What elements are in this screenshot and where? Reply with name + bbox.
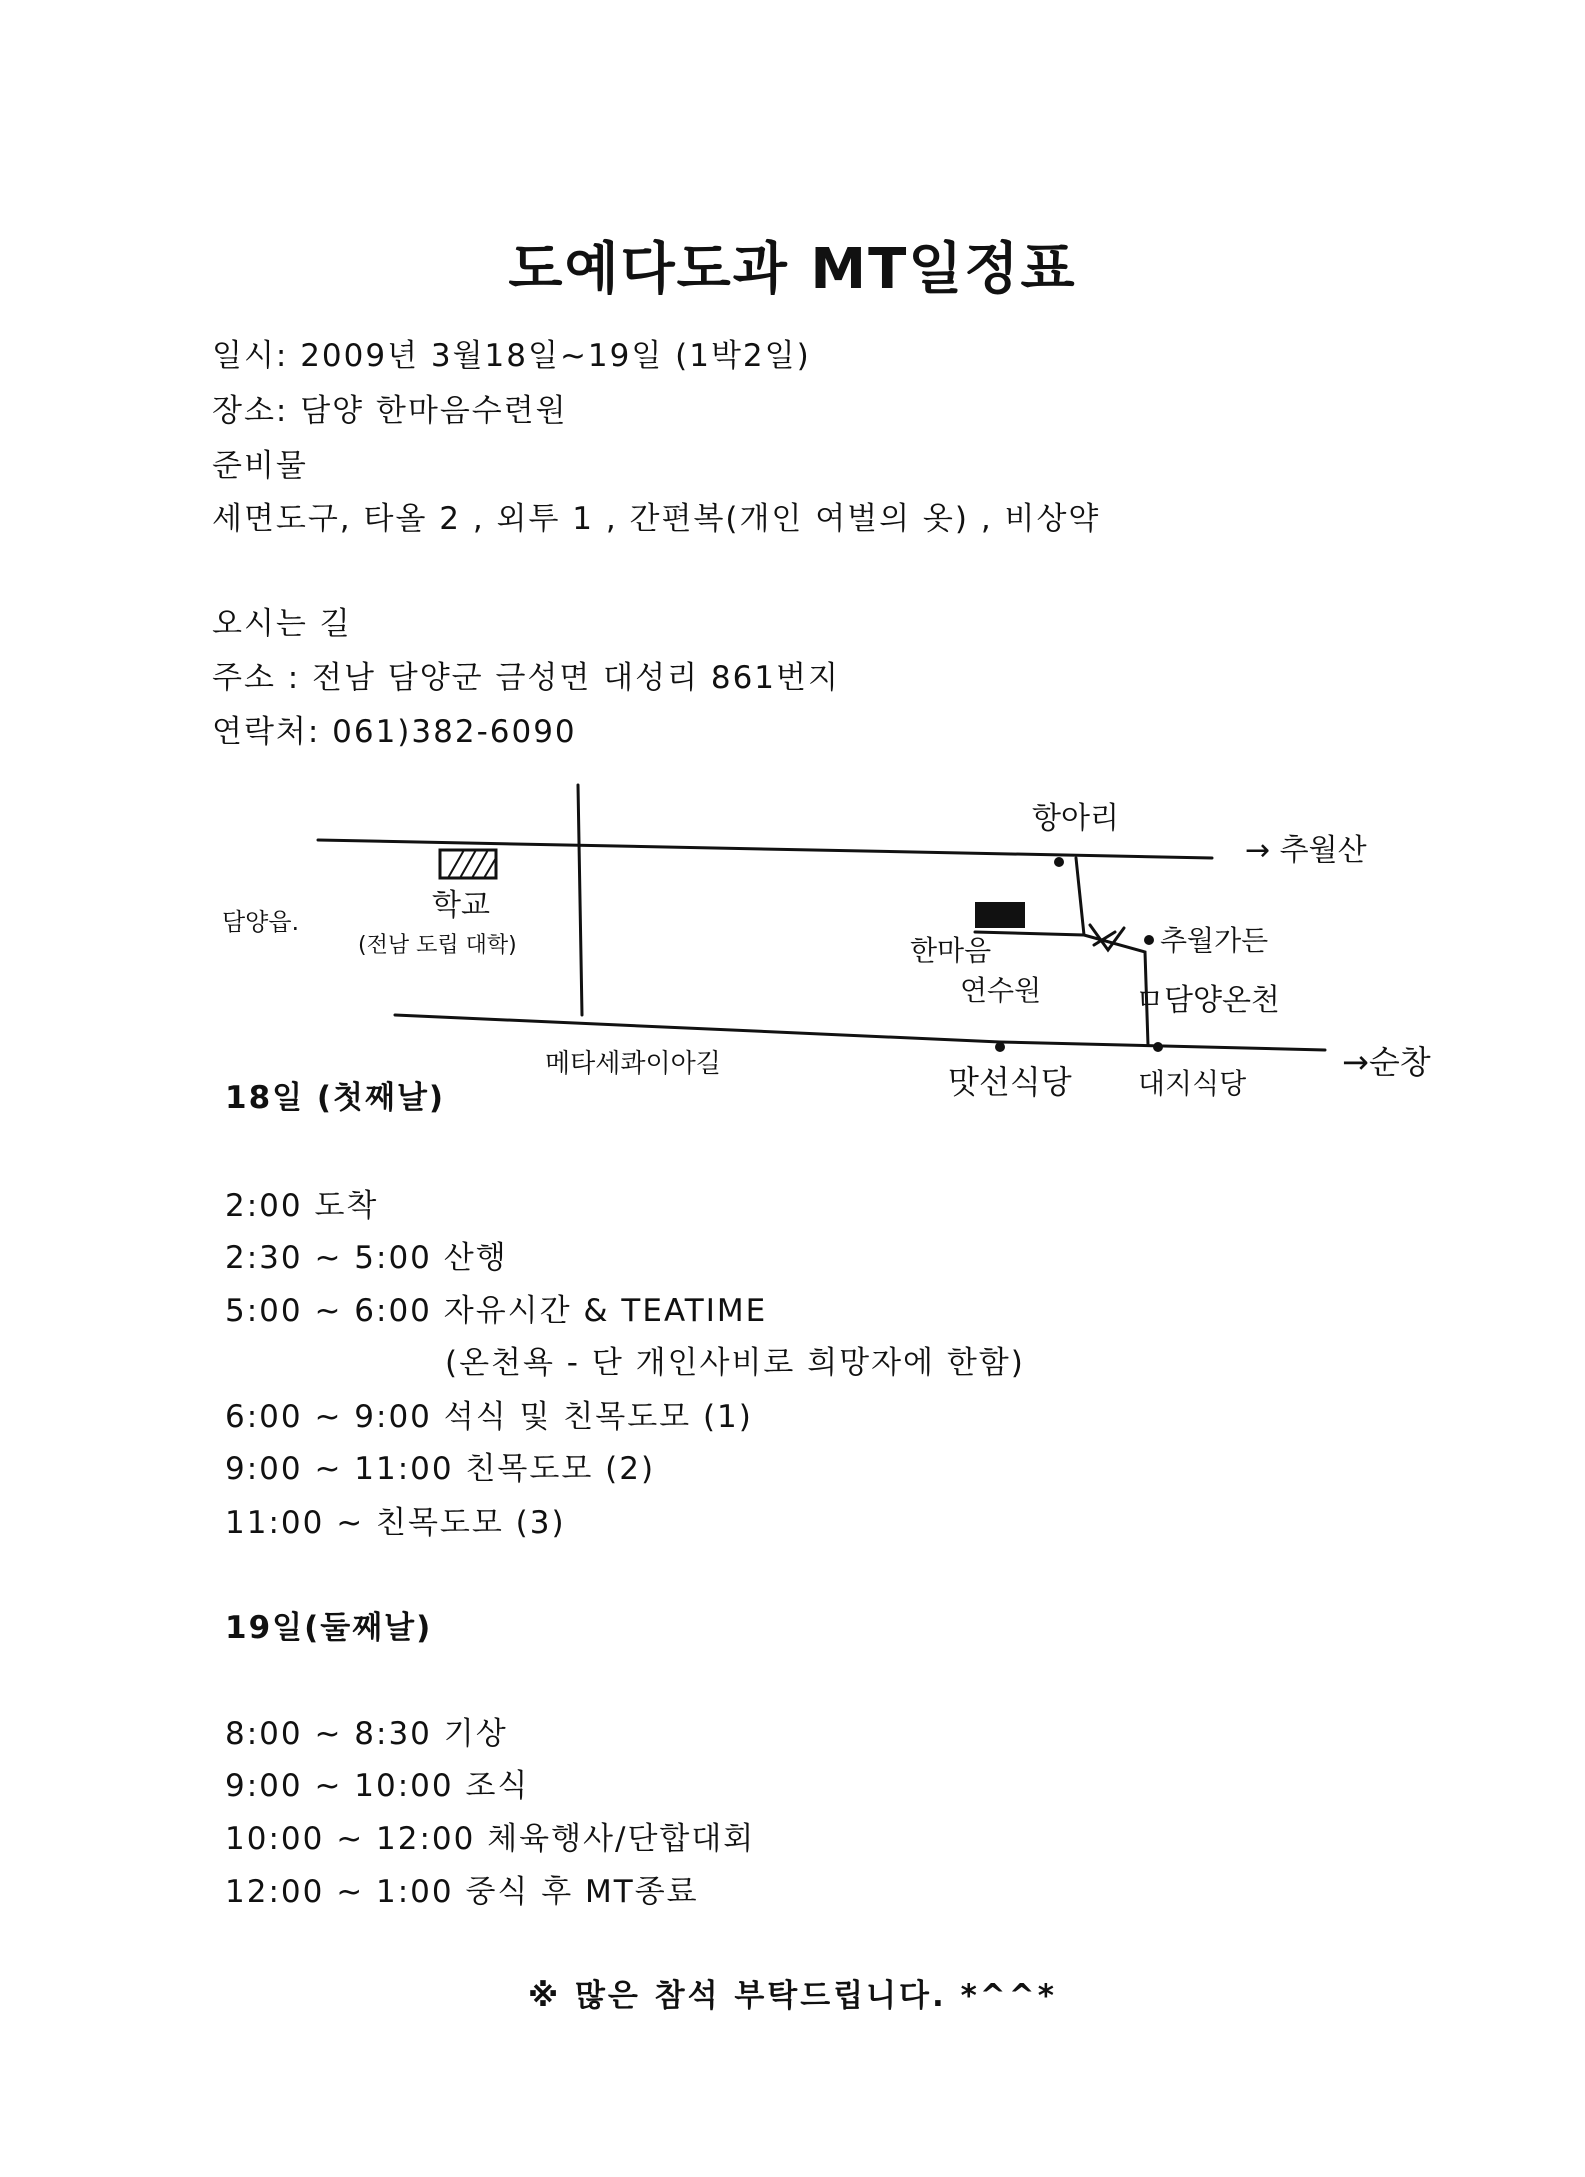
day1-item: 2:30 ~ 5:00 산행 <box>225 1240 508 1276</box>
supplies-list: 세면도구, 타올 2 , 외투 1 , 간편복(개인 여벌의 옷) , 비상약 <box>212 501 1101 537</box>
day2-item: 12:00 ~ 1:00 중식 후 MT종료 <box>225 1874 699 1910</box>
day1-item: 2:00 도착 <box>225 1188 379 1224</box>
place-line: 장소: 담양 한마음수련원 <box>212 393 568 429</box>
hanmaeum-marker <box>975 902 1025 928</box>
label-daeji: 대지식당 <box>1138 1067 1247 1100</box>
address-line: 주소 : 전남 담양군 금성면 대성리 861번지 <box>212 660 840 696</box>
day1-item: 5:00 ~ 6:00 자유시간 & TEATIME <box>225 1293 768 1329</box>
label-yeonsuwon: 연수원 <box>960 974 1042 1007</box>
label-metasequoia: 메타세콰이아길 <box>545 1049 721 1079</box>
label-sunchang: →순창 <box>1342 1043 1431 1081</box>
label-chuwolsan: → 추월산 <box>1245 833 1367 868</box>
vertical-road <box>578 785 582 1015</box>
date-line: 일시: 2009년 3월18일~19일 (1박2일) <box>212 338 811 374</box>
label-school: 학교 <box>432 888 490 923</box>
bottom-road <box>395 1015 1325 1050</box>
day2-item: 10:00 ~ 12:00 체육행사/단합대회 <box>225 1821 756 1857</box>
day1-item: 6:00 ~ 9:00 석식 및 친목도모 (1) <box>225 1399 753 1435</box>
label-damyang-eup: 담양읍. <box>222 908 300 936</box>
connector-road <box>1076 858 1084 935</box>
contact-line: 연락처: 061)382-6090 <box>212 714 577 750</box>
day2-heading: 19일(둘째날) <box>225 1610 433 1646</box>
hangari-dot <box>1054 857 1064 867</box>
document-title: 도예다도과 MT일정표 <box>508 237 1077 302</box>
day1-item: 9:00 ~ 11:00 친목도모 (2) <box>225 1451 656 1487</box>
day1-heading: 18일 (첫째날) <box>225 1080 446 1116</box>
day2-item: 9:00 ~ 10:00 조식 <box>225 1768 530 1804</box>
matseon-dot <box>995 1042 1005 1052</box>
day2-item: 8:00 ~ 8:30 기상 <box>225 1716 508 1752</box>
supplies-label: 준비물 <box>212 448 308 484</box>
label-hanmaeum: 한마음 <box>910 934 992 967</box>
label-chuwol-garden: 추월가든 <box>1160 924 1269 957</box>
directions-heading: 오시는 길 <box>212 606 352 642</box>
day1-item: 11:00 ~ 친목도모 (3) <box>225 1505 566 1541</box>
label-hangari: 항아리 <box>1032 801 1119 836</box>
label-school-sub: (전남 도립 대학) <box>358 933 517 958</box>
label-matseon: 맛선식당 <box>948 1063 1072 1101</box>
day1-item-note: (온천욕 - 단 개인사비로 희망자에 한함) <box>445 1345 1025 1381</box>
chuwol-garden-dot <box>1144 935 1154 945</box>
daeji-dot <box>1153 1042 1163 1052</box>
closing-message: ※ 많은 참석 부탁드립니다. *^^* <box>528 1978 1057 2014</box>
school-marker <box>440 850 496 878</box>
label-damyang-spa: ㅁ담양온천 <box>1135 983 1280 1018</box>
